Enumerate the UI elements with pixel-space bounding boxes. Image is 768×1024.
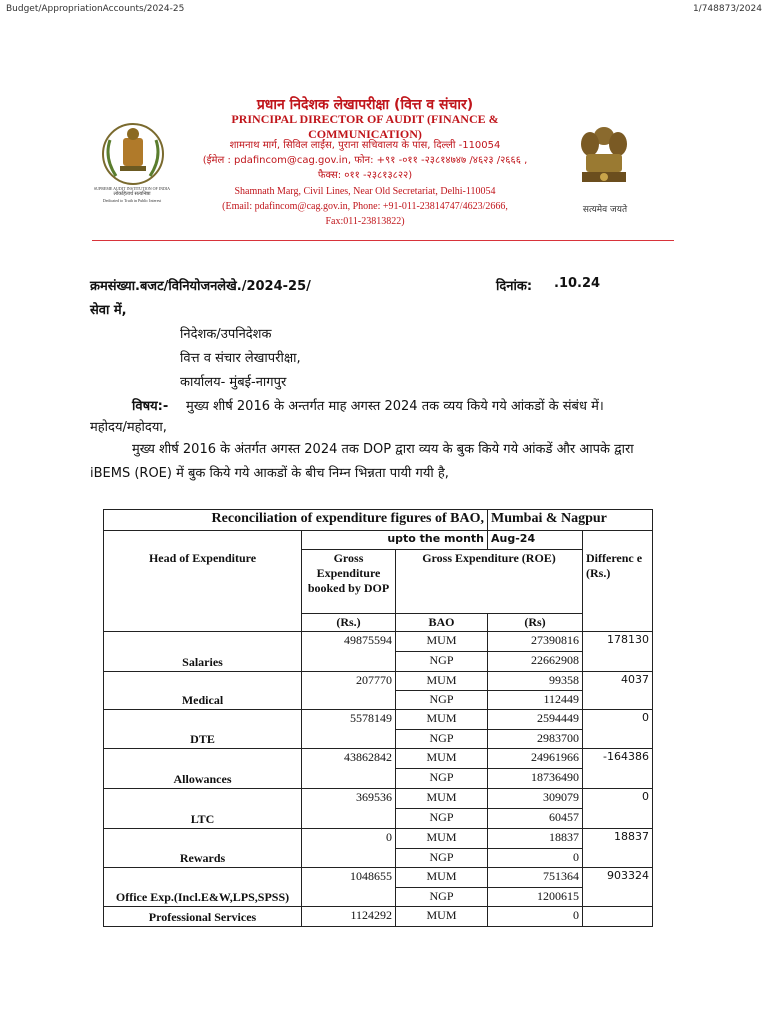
cag-caption-3: Dedicated to Truth in Public Interest — [102, 198, 162, 203]
subject-label: विषय:- — [132, 399, 169, 414]
row-bao-1: MUM — [396, 632, 488, 652]
row-category: Rewards — [104, 829, 302, 868]
subject-text: मुख्य शीर्ष 2016 के अन्तर्गत माह अगस्त 2024 तक व्यय किये गये आंकडों के संबंध में। — [186, 399, 604, 414]
table-row — [104, 907, 653, 927]
table-row — [104, 829, 653, 849]
body-line-2: iBEMS (ROE) में बुक किये गये आकडों के बीच निम्न भिन्नता पायी गयी है, — [90, 466, 449, 481]
row-roe-1: 24961966 — [488, 749, 583, 769]
addressee-line-2: वित्त व संचार लेखापरीक्षा, — [180, 351, 301, 366]
row-difference: 903324 — [583, 868, 653, 907]
row-gross-dop: 43862842 — [302, 749, 396, 789]
row-bao-2: NGP — [396, 809, 488, 829]
row-roe-1: 99358 — [488, 672, 583, 691]
row-difference: 178130 — [583, 632, 653, 672]
row-gross-dop: 369536 — [302, 789, 396, 829]
row-bao-2: NGP — [396, 849, 488, 868]
addressee-line-1: निदेशक/उपनिदेशक — [180, 327, 272, 342]
document-number: 1/748873/2024 — [692, 4, 762, 14]
row-bao-1: MUM — [396, 868, 488, 888]
row-difference: 0 — [583, 710, 653, 749]
row-roe-1: 0 — [488, 907, 583, 927]
cag-caption-1: SUPREME AUDIT INSTITUTION OF INDIA — [93, 186, 171, 191]
row-category: Professional Services — [104, 907, 302, 927]
col-gross-dop: Gross Expenditure booked by DOP — [302, 550, 396, 614]
row-difference: 0 — [583, 789, 653, 829]
row-bao-2: NGP — [396, 730, 488, 749]
table-row — [104, 710, 653, 730]
row-roe-2: 1200615 — [488, 888, 583, 907]
header-divider — [92, 240, 674, 241]
body-line-1: मुख्य शीर्ष 2016 के अंतर्गत अगस्त 2024 तक DOP द्वारा व्यय के बुक किये गये आंकडें और आपके द्वारा — [132, 442, 634, 457]
col-head-expenditure: Head of Expenditure — [104, 550, 302, 614]
satyamev-jayate: सत्यमेव जयते — [582, 205, 628, 215]
address-hindi-2: (ईमेल : pdafincom@cag.gov.in, फोन: +९१ -०११ -२३८१४७४७ /४६२३ /२६६६ , — [202, 155, 528, 166]
row-bao-1: MUM — [396, 789, 488, 809]
address-english-3: Fax:011-23813822) — [325, 216, 405, 227]
row-difference: 4037 — [583, 672, 653, 710]
upto-value: Aug-24 — [488, 531, 583, 550]
upto-label: upto the month — [302, 531, 488, 550]
row-gross-dop: 5578149 — [302, 710, 396, 749]
row-gross-dop: 0 — [302, 829, 396, 868]
row-category: LTC — [104, 789, 302, 829]
row-gross-dop: 207770 — [302, 672, 396, 710]
row-roe-2: 22662908 — [488, 652, 583, 672]
row-category: Salaries — [104, 632, 302, 672]
row-difference: 18837 — [583, 829, 653, 868]
row-difference — [583, 907, 653, 927]
reference-number: क्रमसंख्या.बजट/विनियोजनलेखे./2024-25/ — [90, 279, 311, 294]
row-roe-1: 309079 — [488, 789, 583, 809]
row-category: Allowances — [104, 749, 302, 789]
row-roe-1: 2594449 — [488, 710, 583, 730]
row-difference: -164386 — [583, 749, 653, 789]
row-category: DTE — [104, 710, 302, 749]
table-title: Reconciliation of expenditure figures of BAO, — [104, 510, 488, 531]
org-name-english: PRINCIPAL DIRECTOR OF AUDIT (FINANCE & COMMUNICATION) — [231, 112, 499, 141]
table-row — [104, 789, 653, 809]
date-value: .10.24 — [554, 276, 601, 291]
row-bao-1: MUM — [396, 907, 488, 927]
col-difference: Differenc e (Rs.) — [583, 550, 653, 614]
address-english-1: Shamnath Marg, Civil Lines, Near Old Secretariat, Delhi-110054 — [234, 186, 496, 197]
sub-rs2: (Rs) — [488, 614, 583, 632]
row-category: Office Exp.(Incl.E&W,LPS,SPSS) — [104, 868, 302, 907]
addressee-line-3: कार्यालय- मुंबई-नागपुर — [180, 375, 287, 390]
row-bao-1: MUM — [396, 710, 488, 730]
row-bao-2: NGP — [396, 691, 488, 710]
table-row — [104, 632, 653, 652]
salutation: महोदय/महोदया, — [90, 420, 167, 435]
address-hindi-1: शामनाथ मार्ग, सिविल लाईंस, पुराना सचिवालय के पास, दिल्ली -110054 — [229, 140, 501, 151]
row-bao-1: MUM — [396, 749, 488, 769]
table-row — [104, 749, 653, 769]
row-bao-2: NGP — [396, 652, 488, 672]
row-bao-2: NGP — [396, 769, 488, 789]
row-category: Medical — [104, 672, 302, 710]
reconciliation-table — [103, 509, 653, 927]
row-bao-1: MUM — [396, 672, 488, 691]
document-path: Budget/AppropriationAccounts/2024-25 — [6, 4, 185, 14]
row-bao-1: MUM — [396, 829, 488, 849]
to-line: सेवा में, — [90, 303, 127, 318]
col-gross-roe: Gross Expenditure (ROE) — [396, 550, 583, 614]
row-roe-1: 18837 — [488, 829, 583, 849]
date-label: दिनांक: — [496, 279, 533, 294]
row-roe-2: 60457 — [488, 809, 583, 829]
address-english-2: (Email: pdafincom@cag.gov.in, Phone: +91-011-23814747/4623/2666, — [222, 201, 508, 212]
cag-caption-2: लोकहितार्थ सत्यनिष्ठा — [113, 192, 151, 197]
row-roe-2: 18736490 — [488, 769, 583, 789]
row-gross-dop: 49875594 — [302, 632, 396, 672]
row-roe-2: 0 — [488, 849, 583, 868]
row-gross-dop: 1124292 — [302, 907, 396, 927]
table-row — [104, 672, 653, 691]
table-title-region: Mumbai & Nagpur — [488, 510, 653, 531]
sub-rs: (Rs.) — [302, 614, 396, 632]
row-gross-dop: 1048655 — [302, 868, 396, 907]
row-roe-2: 112449 — [488, 691, 583, 710]
national-emblem-icon — [574, 122, 634, 194]
address-hindi-3: फैक्स: ०११ -२३८१३८२२) — [317, 170, 413, 181]
sub-bao: BAO — [396, 614, 488, 632]
org-name-hindi: प्रधान निदेशक लेखापरीक्षा (वित्त व संचार) — [256, 97, 474, 113]
row-roe-2: 2983700 — [488, 730, 583, 749]
row-roe-1: 751364 — [488, 868, 583, 888]
row-bao-2: NGP — [396, 888, 488, 907]
row-roe-1: 27390816 — [488, 632, 583, 652]
table-row — [104, 868, 653, 888]
